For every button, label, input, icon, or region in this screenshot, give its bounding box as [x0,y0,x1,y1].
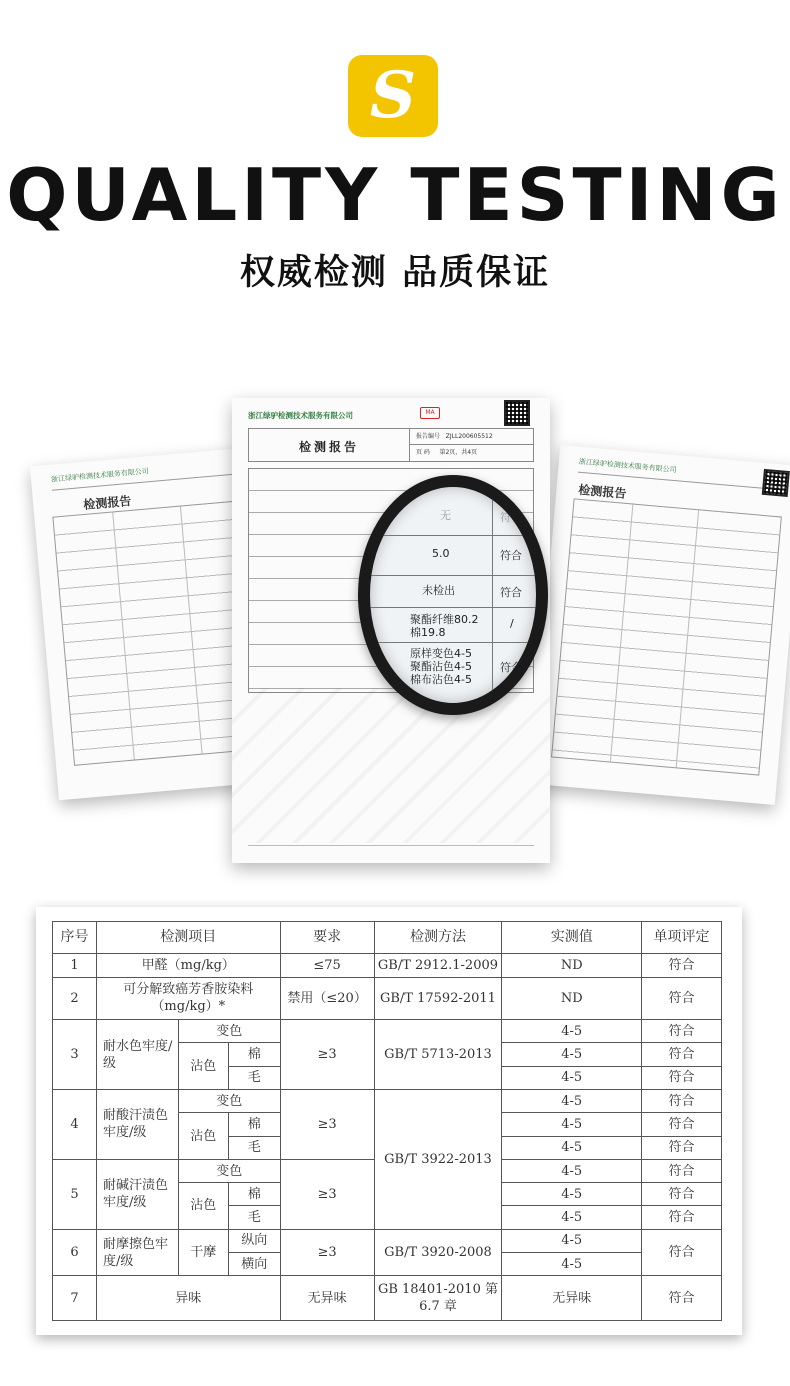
row-requirement: ≥3 [280,1159,374,1229]
row-subitem-dry: 干摩 [178,1229,228,1276]
magnified-eval: / [510,617,514,630]
row-method: GB/T 17592-2011 [374,977,502,1020]
report-number-value: ZJLL200605512 [445,433,493,440]
magnified-value: 5.0 [432,547,450,560]
row-requirement: 禁用（≤20） [280,977,374,1020]
row-eval: 符合 [642,1206,722,1229]
report-number [410,429,534,445]
row-subitem-warp: 纵向 [228,1229,280,1252]
magnified-value: 无 [440,509,451,522]
row-requirement: ≤75 [280,954,374,977]
col-header-evaluation: 单项评定 [642,922,722,954]
report-title: 检测报告 [299,440,360,454]
row-item: 甲醛（mg/kg） [96,954,280,977]
test-results-card [36,907,742,1335]
row-eval: 符合 [642,1043,722,1066]
col-header-item: 检测项目 [96,922,280,954]
magnified-eval: 符合 [500,661,522,674]
row-subitem-cotton: 棉 [228,1113,280,1136]
magnified-row-line [370,575,536,576]
table-row [53,1090,722,1113]
row-subitem-cotton: 棉 [228,1183,280,1206]
row-subitem-cotton: 棉 [228,1043,280,1066]
row-eval: 符合 [642,954,722,977]
magnified-value: 聚酯纤维80.2 棉19.8 [410,613,479,639]
row-eval: 符合 [642,1020,722,1043]
row-eval: 符合 [642,1090,722,1113]
col-header-no: 序号 [53,922,97,954]
report-page-right [531,445,790,805]
row-eval: 符合 [642,1229,722,1276]
row-method: GB/T 5713-2013 [374,1020,502,1090]
row-value: 4-5 [502,1020,642,1043]
report-page-label: 页 码 [416,449,430,456]
row-value: 4-5 [502,1136,642,1159]
magnified-row-line [370,607,536,608]
report-page [410,445,534,461]
page-title: QUALITY TESTING [6,153,784,237]
row-requirement: ≥3 [280,1090,374,1160]
row-eval: 符合 [642,1276,722,1321]
row-no: 3 [53,1020,97,1090]
row-value: 4-5 [502,1113,642,1136]
cma-seal-icon: MA [420,407,440,419]
report-company-header: 浙江绿驴检测技术服务有限公司 [248,411,353,420]
report-footer [248,845,534,855]
row-value: 4-5 [502,1183,642,1206]
report-grid [551,498,782,775]
row-value: 4-5 [502,1229,642,1252]
report-meta [248,428,534,462]
row-value: 4-5 [502,1206,642,1229]
magnified-eval: 符合 [500,549,522,562]
report-meta-right [409,429,534,462]
row-method: GB 18401-2010 第 6.7 章 [374,1276,502,1321]
col-header-method: 检测方法 [374,922,502,954]
row-subitem-stain: 沾色 [178,1183,228,1230]
report-company-header: 浙江绿驴检测技术服务有限公司 [51,456,262,490]
row-requirement: ≥3 [280,1020,374,1090]
col-header-value: 实测值 [502,922,642,954]
magnified-table [370,487,536,703]
row-subitem-wool: 毛 [228,1136,280,1159]
row-item: 耐摩擦色牢度/级 [96,1229,178,1276]
row-item: 可分解致癌芳香胺染料（mg/kg）* [96,977,280,1020]
watermark [232,688,550,843]
col-header-requirement: 要求 [280,922,374,954]
row-subitem-discolor: 变色 [178,1159,280,1182]
row-requirement: 无异味 [280,1276,374,1321]
row-no: 1 [53,954,97,977]
row-no: 5 [53,1159,97,1229]
row-subitem-discolor: 变色 [178,1020,280,1043]
row-eval: 符合 [642,977,722,1020]
row-eval: 符合 [642,1113,722,1136]
brand-logo [348,55,438,137]
table-row [53,1276,722,1321]
magnified-row-line [370,535,536,536]
row-value: ND [502,954,642,977]
magnified-value: 原样变色4-5 聚酯沾色4-5 棉布沾色4-5 [410,647,472,686]
table-row [53,1020,722,1043]
row-item: 耐碱汗渍色牢度/级 [96,1159,178,1229]
table-row [53,954,722,977]
qr-code-icon [504,400,530,426]
test-results-table [52,921,722,1321]
table-row [53,1229,722,1252]
row-no: 7 [53,1276,97,1321]
row-subitem-weft: 横向 [228,1253,280,1276]
magnified-divider [492,487,493,703]
row-value: 4-5 [502,1066,642,1089]
report-number-label: 报告编号 [416,433,441,440]
row-eval: 符合 [642,1183,722,1206]
row-no: 6 [53,1229,97,1276]
row-value: 4-5 [502,1159,642,1182]
row-eval: 符合 [642,1066,722,1089]
row-item: 耐水色牢度/级 [96,1020,178,1090]
row-value: 无异味 [502,1276,642,1321]
row-value: 4-5 [502,1253,642,1276]
report-page-value: 第2页，共4页 [439,449,478,456]
row-method: GB/T 3922-2013 [374,1090,502,1230]
report-title: 检测报告 [82,493,132,512]
row-subitem-stain: 沾色 [178,1043,228,1090]
row-item: 异味 [96,1276,280,1321]
magnified-value: 未检出 [422,584,455,597]
row-no: 4 [53,1090,97,1160]
table-header-row [53,922,722,954]
table-row [53,977,722,1020]
row-requirement: ≥3 [280,1229,374,1276]
page-subtitle: 权威检测 品质保证 [239,253,551,293]
qr-code-icon [762,469,790,497]
row-method: GB/T 3920-2008 [374,1229,502,1276]
row-subitem-wool: 毛 [228,1206,280,1229]
row-eval: 符合 [642,1159,722,1182]
row-subitem-wool: 毛 [228,1066,280,1089]
magnified-row-line [370,642,536,643]
magnified-eval: 符合 [500,511,522,524]
row-eval: 符合 [642,1136,722,1159]
magnifier-glass [358,475,548,715]
row-subitem-discolor: 变色 [178,1090,280,1113]
row-value: 4-5 [502,1043,642,1066]
row-item: 耐酸汗渍色牢度/级 [96,1090,178,1160]
report-company-header: 浙江绿驴检测技术服务有限公司 [578,457,784,491]
logo-letter: S [369,58,417,133]
row-method: GB/T 2912.1-2009 [374,954,502,977]
magnified-eval: 符合 [500,586,522,599]
row-subitem-stain: 沾色 [178,1113,228,1160]
row-value: ND [502,977,642,1020]
report-title: 检测报告 [577,482,627,501]
row-no: 2 [53,977,97,1020]
row-value: 4-5 [502,1090,642,1113]
